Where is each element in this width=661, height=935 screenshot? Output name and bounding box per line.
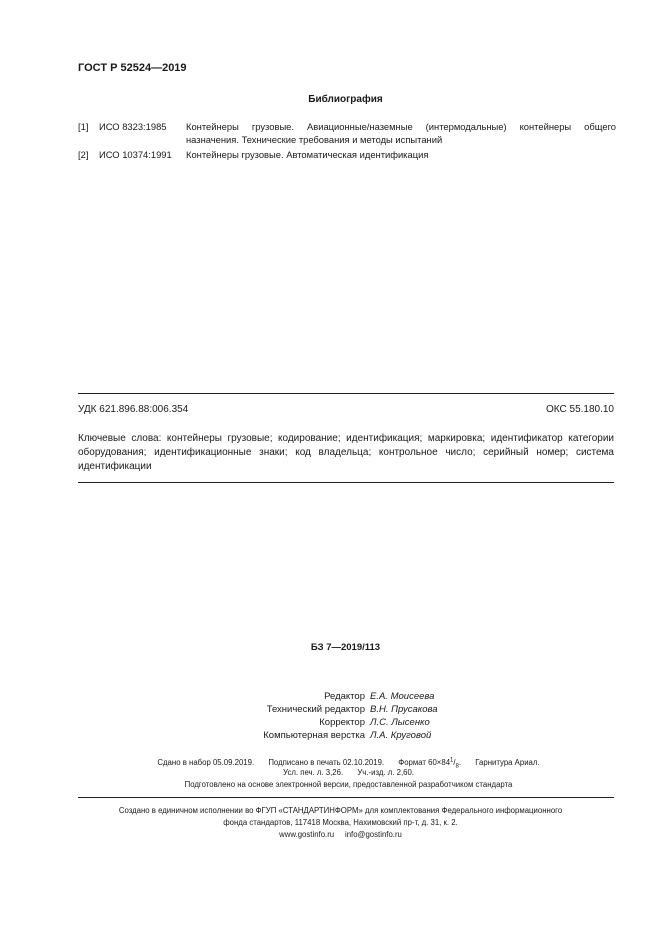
footer-line-2: фонда стандартов, 117418 Москва, Нахимовский пр-т, д. 31, к. 2. bbox=[223, 818, 458, 827]
format-sup: 1 bbox=[450, 757, 454, 763]
reference-number: [2] bbox=[78, 149, 89, 160]
bibliography-item bbox=[0, 121, 661, 147]
publisher-footer bbox=[0, 805, 661, 841]
staff-row bbox=[180, 690, 480, 703]
bibliography-item bbox=[0, 149, 661, 163]
divider bbox=[78, 393, 614, 394]
imprint-pub-sheets: Уч.-изд. л. 2,60. bbox=[357, 768, 414, 777]
imprint-sent: Сдано в набор 05.09.2019. bbox=[157, 757, 255, 767]
document-header: ГОСТ Р 52524—2019 bbox=[78, 62, 187, 74]
footer-contacts bbox=[20, 829, 661, 841]
format-sub: 8 bbox=[455, 763, 459, 770]
email-link[interactable]: info@gostinfo.ru bbox=[344, 830, 402, 839]
staff-name: Л.А. Круговой bbox=[370, 730, 432, 741]
staff-row bbox=[180, 703, 480, 716]
staff-role: Корректор bbox=[319, 717, 365, 728]
staff-name: Е.А. Моисеева bbox=[370, 691, 435, 702]
staff-name: Л.С. Лысенко bbox=[370, 717, 430, 728]
oks-code: ОКС 55.180.10 bbox=[546, 404, 614, 415]
udk-code: УДК 621.896.88:006.354 bbox=[78, 404, 189, 415]
format-value: Формат 60×84 bbox=[398, 757, 451, 767]
divider bbox=[78, 482, 614, 483]
reference-code: ИСО 8323:1985 bbox=[99, 121, 167, 132]
keywords: Ключевые слова: контейнеры грузовые; кодирование; идентификация; маркировка; идентификатор категории оборудования; идентификационные знаки; код владельца; контрольное число; серийный номер; система идентификации bbox=[78, 433, 614, 472]
imprint-print-sheets: Усл. печ. л. 3,26. bbox=[283, 768, 344, 777]
staff-row bbox=[180, 716, 480, 729]
divider bbox=[78, 797, 614, 798]
staff-row bbox=[180, 729, 480, 742]
imprint-signed: Подписано в печать 02.10.2019. bbox=[268, 757, 385, 767]
staff-list bbox=[180, 690, 480, 742]
staff-name: В.Н. Прусакова bbox=[370, 704, 438, 715]
reference-number: [1] bbox=[78, 121, 89, 132]
staff-role: Редактор bbox=[324, 691, 365, 702]
website-link[interactable]: www.gostinfo.ru bbox=[279, 830, 335, 839]
staff-role: Технический редактор bbox=[266, 704, 365, 715]
bz-number: БЗ 7—2019/113 bbox=[310, 642, 381, 653]
bibliography-title: Библиография bbox=[308, 94, 383, 105]
staff-role: Компьютерная верстка bbox=[263, 730, 365, 741]
imprint-prepared: Подготовлено на основе электронной версии, предоставленной разработчиком стандарта bbox=[184, 780, 513, 789]
reference-code: ИСО 10374:1991 bbox=[99, 149, 172, 160]
reference-title: Контейнеры грузовые. Автоматическая идентификация bbox=[186, 149, 429, 160]
imprint-line-2 bbox=[0, 767, 661, 780]
footer-line-1: Создано в единичном исполнении во ФГУП «СТАНДАРТИНФОРМ» для комплектования Федерального информационного bbox=[118, 806, 563, 815]
imprint-font: Гарнитура Ариал. bbox=[475, 757, 540, 767]
imprint-format: Формат $60\times 84^1/_8$. bbox=[398, 757, 462, 770]
reference-title: Контейнеры грузовые. Авиационные/наземные (интермодальные) контейнеры общего назначения. Технические требования и методы испытаний bbox=[186, 121, 616, 145]
